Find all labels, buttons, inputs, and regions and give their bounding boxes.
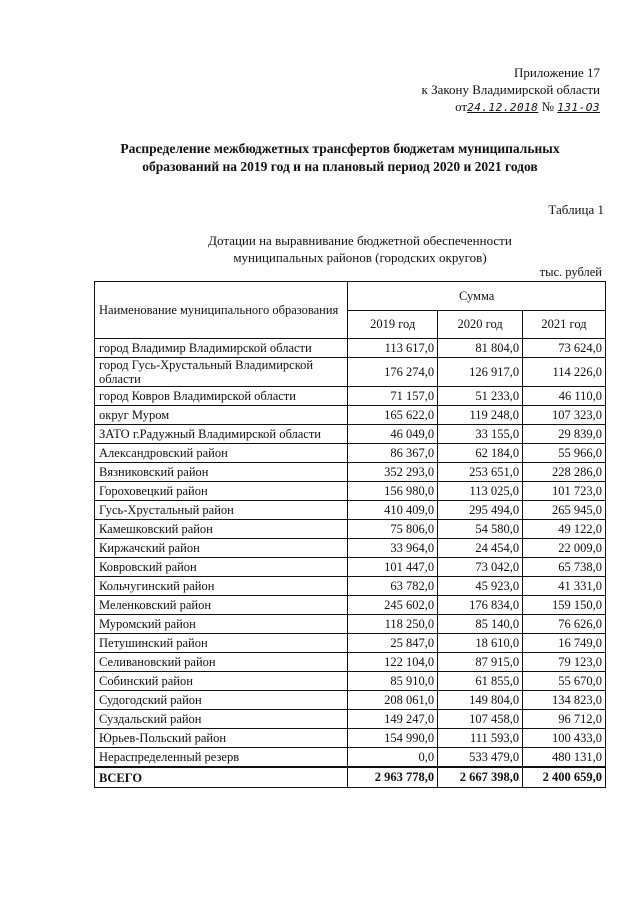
table-row (95, 691, 606, 710)
table-row (95, 520, 606, 539)
value-2019: 176 274,0 (348, 358, 438, 387)
value-2021: 107 323,0 (523, 406, 606, 425)
municipality-name: Кольчугинский район (95, 577, 348, 596)
appendix-date-line (380, 98, 600, 116)
value-2021: 265 945,0 (523, 501, 606, 520)
table-row (95, 387, 606, 406)
value-2020: 107 458,0 (438, 710, 523, 729)
value-2020: 113 025,0 (438, 482, 523, 501)
table-row (95, 615, 606, 634)
value-2021: 228 286,0 (523, 463, 606, 482)
value-2020: 176 834,0 (438, 596, 523, 615)
municipality-name: Александровский район (95, 444, 348, 463)
value-2020: 149 804,0 (438, 691, 523, 710)
transfers-table (94, 281, 606, 788)
value-2019: 352 293,0 (348, 463, 438, 482)
municipality-name: Гусь-Хрустальный район (95, 501, 348, 520)
value-2019: 71 157,0 (348, 387, 438, 406)
value-2021: 134 823,0 (523, 691, 606, 710)
total-2021: 2 400 659,0 (523, 767, 606, 788)
value-2021: 76 626,0 (523, 615, 606, 634)
value-2021: 101 723,0 (523, 482, 606, 501)
value-2019: 75 806,0 (348, 520, 438, 539)
appendix-header (380, 64, 600, 116)
law-number: 131-ОЗ (557, 101, 600, 114)
value-2021: 79 123,0 (523, 653, 606, 672)
municipality-name: Юрьев-Польский район (95, 729, 348, 748)
municipality-name: Ковровский район (95, 558, 348, 577)
law-date: 24.12.2018 (467, 101, 539, 114)
table-row (95, 729, 606, 748)
value-2019: 85 910,0 (348, 672, 438, 691)
table-row (95, 748, 606, 768)
value-2021: 46 110,0 (523, 387, 606, 406)
municipality-name: Судогодский район (95, 691, 348, 710)
subtitle-line-1: Дотации на выравнивание бюджетной обеспеченности (208, 233, 512, 248)
municipality-name: Вязниковский район (95, 463, 348, 482)
table-row (95, 634, 606, 653)
number-prefix: № (541, 99, 554, 114)
municipality-name: Суздальский район (95, 710, 348, 729)
table-row (95, 463, 606, 482)
header-year-2021: 2021 год (523, 311, 606, 339)
value-2019: 154 990,0 (348, 729, 438, 748)
table-row (95, 558, 606, 577)
municipality-name: город Ковров Владимирской области (95, 387, 348, 406)
municipality-name: Гороховецкий район (95, 482, 348, 501)
value-2020: 295 494,0 (438, 501, 523, 520)
municipality-name: Киржачский район (95, 539, 348, 558)
value-2020: 45 923,0 (438, 577, 523, 596)
value-2021: 49 122,0 (523, 520, 606, 539)
header-year-2019: 2019 год (348, 311, 438, 339)
table-row (95, 425, 606, 444)
value-2021: 22 009,0 (523, 539, 606, 558)
value-2019: 208 061,0 (348, 691, 438, 710)
value-2020: 18 610,0 (438, 634, 523, 653)
table-row (95, 482, 606, 501)
title-line-2: образований на 2019 год и на плановый период 2020 и 2021 годов (142, 159, 538, 174)
value-2020: 33 155,0 (438, 425, 523, 444)
total-label: ВСЕГО (95, 767, 348, 788)
table-row (95, 444, 606, 463)
value-2019: 156 980,0 (348, 482, 438, 501)
value-2019: 149 247,0 (348, 710, 438, 729)
value-2019: 410 409,0 (348, 501, 438, 520)
title-line-1: Распределение межбюджетных трансфертов бюджетам муниципальных (120, 141, 560, 156)
value-2021: 55 670,0 (523, 672, 606, 691)
table-row (95, 358, 606, 387)
value-2021: 73 624,0 (523, 339, 606, 358)
value-2020: 85 140,0 (438, 615, 523, 634)
document-title (40, 140, 640, 176)
table-subtitle (90, 232, 630, 266)
value-2020: 73 042,0 (438, 558, 523, 577)
value-2021: 41 331,0 (523, 577, 606, 596)
header-sum: Сумма (348, 282, 606, 311)
value-2019: 101 447,0 (348, 558, 438, 577)
value-2019: 122 104,0 (348, 653, 438, 672)
value-2021: 29 839,0 (523, 425, 606, 444)
municipality-name: город Владимир Владимирской области (95, 339, 348, 358)
table-row (95, 596, 606, 615)
value-2019: 86 367,0 (348, 444, 438, 463)
header-year-2020: 2020 год (438, 311, 523, 339)
date-prefix: от (455, 99, 468, 114)
value-2020: 54 580,0 (438, 520, 523, 539)
municipality-name: Петушинский район (95, 634, 348, 653)
value-2021: 480 131,0 (523, 748, 606, 768)
value-2021: 96 712,0 (523, 710, 606, 729)
value-2019: 25 847,0 (348, 634, 438, 653)
municipality-name: Нераспределенный резерв (95, 748, 348, 768)
value-2020: 81 804,0 (438, 339, 523, 358)
value-2019: 63 782,0 (348, 577, 438, 596)
header-name: Наименование муниципального образования (95, 282, 348, 339)
municipality-name: Меленковский район (95, 596, 348, 615)
appendix-law: к Закону Владимирской области (421, 82, 600, 97)
subtitle-line-2: муниципальных районов (городских округов) (233, 250, 487, 265)
table-row (95, 577, 606, 596)
table-row (95, 672, 606, 691)
total-2019: 2 963 778,0 (348, 767, 438, 788)
value-2019: 46 049,0 (348, 425, 438, 444)
value-2021: 55 966,0 (523, 444, 606, 463)
value-2019: 33 964,0 (348, 539, 438, 558)
total-2020: 2 667 398,0 (438, 767, 523, 788)
value-2020: 119 248,0 (438, 406, 523, 425)
table-row (95, 653, 606, 672)
municipality-name: Камешковский район (95, 520, 348, 539)
table-row (95, 406, 606, 425)
value-2020: 51 233,0 (438, 387, 523, 406)
unit-label: тыс. рублей (539, 265, 602, 279)
value-2020: 111 593,0 (438, 729, 523, 748)
value-2020: 61 855,0 (438, 672, 523, 691)
municipality-name: Муромский район (95, 615, 348, 634)
table-row (95, 539, 606, 558)
municipality-name: Собинский район (95, 672, 348, 691)
value-2021: 114 226,0 (523, 358, 606, 387)
value-2020: 533 479,0 (438, 748, 523, 768)
value-2020: 126 917,0 (438, 358, 523, 387)
municipality-name: Селивановский район (95, 653, 348, 672)
value-2021: 16 749,0 (523, 634, 606, 653)
value-2020: 253 651,0 (438, 463, 523, 482)
table-row (95, 501, 606, 520)
value-2021: 159 150,0 (523, 596, 606, 615)
value-2020: 24 454,0 (438, 539, 523, 558)
value-2021: 65 738,0 (523, 558, 606, 577)
value-2019: 113 617,0 (348, 339, 438, 358)
municipality-name: город Гусь-Хрустальный Владимирской области (95, 358, 348, 387)
municipality-name: ЗАТО г.Радужный Владимирской области (95, 425, 348, 444)
value-2021: 100 433,0 (523, 729, 606, 748)
value-2019: 165 622,0 (348, 406, 438, 425)
value-2019: 118 250,0 (348, 615, 438, 634)
value-2019: 0,0 (348, 748, 438, 768)
municipality-name: округ Муром (95, 406, 348, 425)
table-label: Таблица 1 (548, 202, 604, 217)
table-row (95, 339, 606, 358)
appendix-number: Приложение 17 (513, 65, 600, 80)
table-row (95, 710, 606, 729)
total-row (95, 767, 606, 788)
value-2020: 87 915,0 (438, 653, 523, 672)
value-2020: 62 184,0 (438, 444, 523, 463)
value-2019: 245 602,0 (348, 596, 438, 615)
